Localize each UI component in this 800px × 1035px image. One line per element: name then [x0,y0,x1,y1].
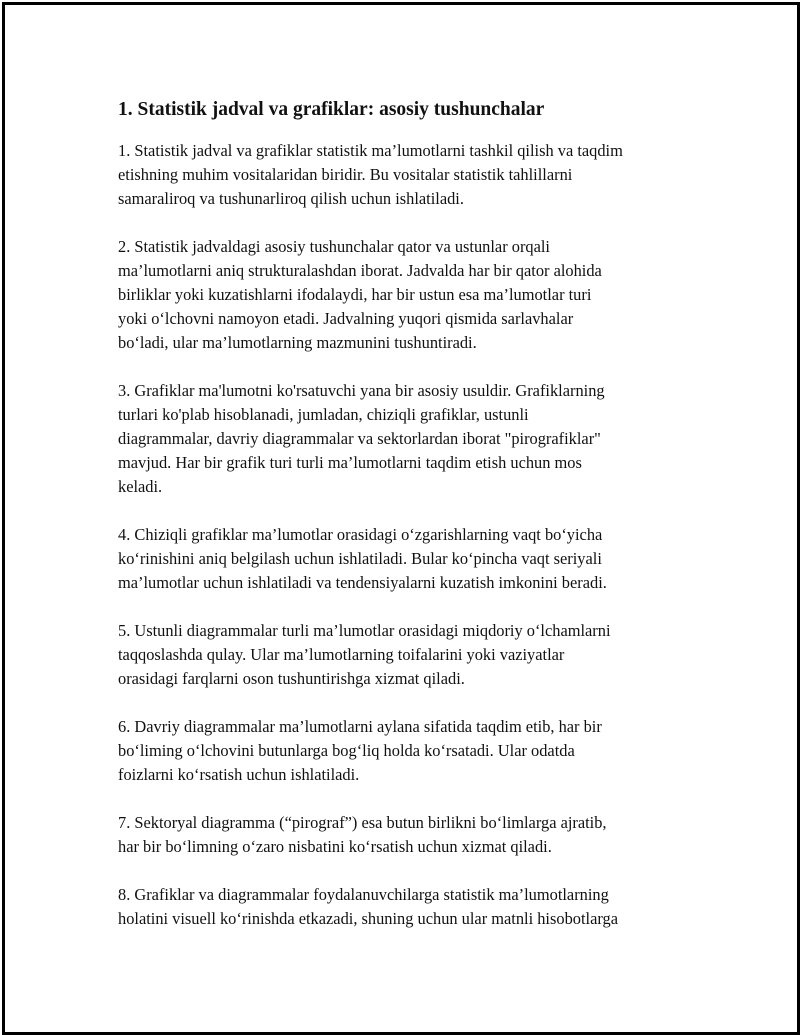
text-line: 3. Grafiklar ma'lumotni ko'rsatuvchi yana bir asosiy usuldir. Grafiklarning [118,381,605,400]
paragraph-3 [118,379,698,499]
text-line: 4. Chiziqli grafiklar ma’lumotlar orasidagi o‘zgarishlarning vaqt bo‘yicha [118,525,603,544]
text-line: ma’lumotlar uchun ishlatiladi va tendensiyalarni kuzatish imkonini beradi. [118,573,607,592]
text-line: foizlarni ko‘rsatish uchun ishlatiladi. [118,765,360,784]
document-heading: 1. Statistik jadval va grafiklar: asosiy tushunchalar [118,99,545,120]
text-line: mavjud. Har bir grafik turi turli ma’lumotlarni taqdim etish uchun mos [118,453,582,472]
text-line: yoki o‘lchovni namoyon etadi. Jadvalning yuqori qismida sarlavhalar [118,309,574,328]
paragraph-8 [118,883,698,931]
text-line: keladi. [118,477,163,496]
text-line: etishning muhim vositalaridan biridir. Bu vositalar statistik tahlillarni [118,165,573,184]
page-frame [2,2,800,1035]
text-line: bo‘ladi, ular ma’lumotlarning mazmunini tushuntiradi. [118,333,477,352]
paragraph-4 [118,523,698,595]
text-line: diagrammalar, davriy diagrammalar va sektorlardan iborat "pirografiklar" [118,429,601,448]
text-line: ma’lumotlarni aniq strukturalashdan iborat. Jadvalda har bir qator alohida [118,261,602,280]
text-line: turlari ko'plab hisoblanadi, jumladan, chiziqli grafiklar, ustunli [118,405,529,424]
text-line: 6. Davriy diagrammalar ma’lumotlarni aylana sifatida taqdim etib, har bir [118,717,602,736]
text-line: ko‘rinishini aniq belgilash uchun ishlatiladi. Bular ko‘pincha vaqt seriyali [118,549,602,568]
text-line: 7. Sektoryal diagramma (“pirograf”) esa butun birlikni bo‘limlarga ajratib, [118,813,607,832]
text-line: bo‘liming o‘lchovini butunlarga bog‘liq holda ko‘rsatadi. Ular odatda [118,741,575,760]
text-line: holatini visuell ko‘rinishda etkazadi, shuning uchun ular matnli hisobotlarga [118,909,618,928]
text-line: birliklar yoki kuzatishlarni ifodalaydi, har bir ustun esa ma’lumotlar turi [118,285,592,304]
text-line: orasidagi farqlarni oson tushuntirishga xizmat qiladi. [118,669,465,688]
text-line: samaraliroq va tushunarliroq qilish uchun ishlatiladi. [118,189,464,208]
text-line: 8. Grafiklar va diagrammalar foydalanuvchilarga statistik ma’lumotlarning [118,885,609,904]
paragraph-2 [118,235,698,355]
paragraph-7 [118,811,698,859]
text-line: taqqoslashda qulay. Ular ma’lumotlarning toifalarini yoki vaziyatlar [118,645,565,664]
document-body [118,97,698,955]
text-line: 5. Ustunli diagrammalar turli ma’lumotlar orasidagi miqdoriy o‘lchamlarni [118,621,611,640]
text-line: 2. Statistik jadvaldagi asosiy tushunchalar qator va ustunlar orqali [118,237,550,256]
text-line: 1. Statistik jadval va grafiklar statistik ma’lumotlarni tashkil qilish va taqdim [118,141,623,160]
text-line: har bir bo‘limning o‘zaro nisbatini ko‘rsatish uchun xizmat qiladi. [118,837,552,856]
paragraph-6 [118,715,698,787]
paragraph-5 [118,619,698,691]
paragraph-1 [118,139,698,211]
